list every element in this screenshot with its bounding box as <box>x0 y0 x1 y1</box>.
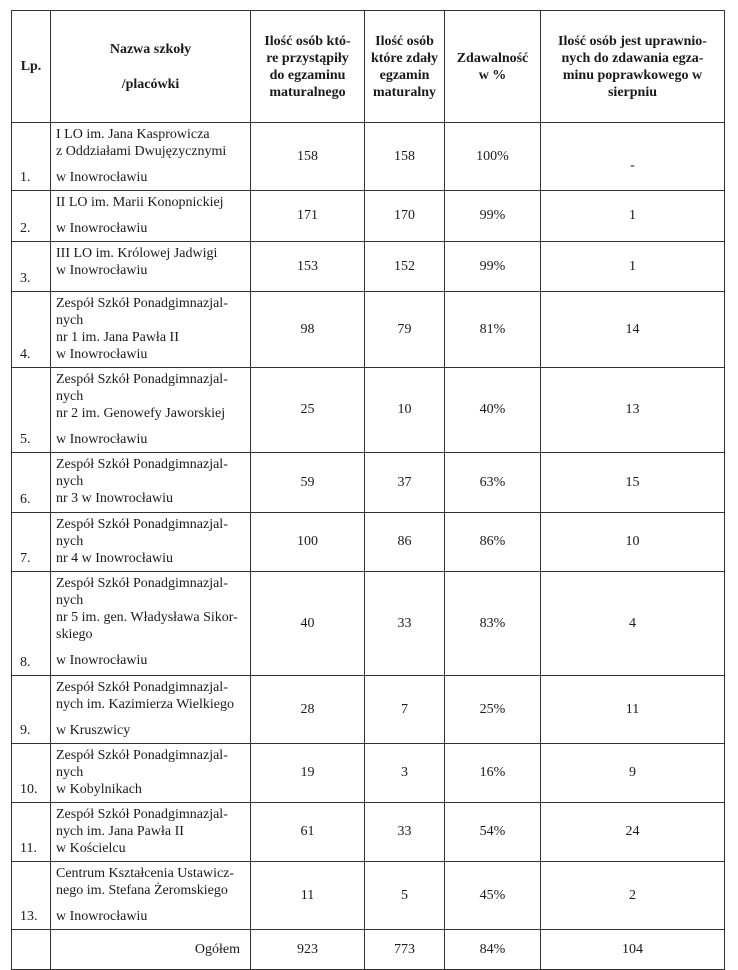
row-lp-cell <box>12 368 51 453</box>
row-lp-cell <box>12 676 51 744</box>
table-row <box>12 191 725 242</box>
results-table <box>11 10 725 970</box>
table-row <box>12 513 725 572</box>
row-pass-rate: 54% <box>445 803 541 862</box>
row-passed: 158 <box>365 123 445 191</box>
table-row <box>12 862 725 930</box>
row-passed: 33 <box>365 803 445 862</box>
row-took: 171 <box>251 191 365 242</box>
row-lp: 1. <box>20 170 31 185</box>
row-lp: 4. <box>20 347 31 362</box>
row-retake: 4 <box>541 572 725 676</box>
total-passed: 773 <box>365 930 445 970</box>
row-took: 25 <box>251 368 365 453</box>
row-lp: 6. <box>20 492 31 507</box>
row-passed: 3 <box>365 744 445 803</box>
table-row <box>12 744 725 803</box>
row-retake: 14 <box>541 292 725 368</box>
row-retake: 9 <box>541 744 725 803</box>
row-took: 19 <box>251 744 365 803</box>
row-lp-cell <box>12 803 51 862</box>
table-row <box>12 242 725 292</box>
row-took: 158 <box>251 123 365 191</box>
school-name-line: nych im. Jana Pawła II <box>56 824 184 839</box>
row-took: 40 <box>251 572 365 676</box>
row-school-name <box>51 513 251 572</box>
row-school-name <box>51 744 251 803</box>
school-name-line: w Inowrocławiu <box>56 170 148 185</box>
header-took <box>251 11 365 123</box>
header-retake-line: minu poprawkowego w <box>562 67 703 83</box>
row-passed: 7 <box>365 676 445 744</box>
row-passed: 152 <box>365 242 445 292</box>
school-name-line: nr 2 im. Genowefy Jaworskiej <box>56 406 226 421</box>
school-name-line: nych <box>56 534 84 549</box>
row-lp: 2. <box>20 221 31 236</box>
table-row <box>12 572 725 676</box>
school-name-line: nych im. Kazimierza Wielkiego <box>56 697 235 712</box>
row-retake: 2 <box>541 862 725 930</box>
row-took: 28 <box>251 676 365 744</box>
school-name-line <box>56 422 246 431</box>
row-school-name <box>51 803 251 862</box>
school-name-line: Zespół Szkół Ponadgimnazjal- <box>56 372 228 387</box>
header-took-line: re przystąpiły <box>266 50 349 66</box>
row-lp: 9. <box>20 723 31 738</box>
row-retake: 1 <box>541 191 725 242</box>
row-passed: 5 <box>365 862 445 930</box>
row-lp-cell <box>12 513 51 572</box>
row-took: 100 <box>251 513 365 572</box>
row-lp: 3. <box>20 271 31 286</box>
row-school-name <box>51 676 251 744</box>
header-pass-rate-line: Zdawalność <box>456 50 529 66</box>
school-name-line <box>56 713 246 722</box>
school-name-line: Zespół Szkół Ponadgimnazjal- <box>56 680 228 695</box>
row-pass-rate: 40% <box>445 368 541 453</box>
total-retake: 104 <box>541 930 725 970</box>
retake-dash: - <box>630 157 635 173</box>
table-row <box>12 453 725 513</box>
school-name-line: skiego <box>56 627 93 642</box>
school-name-line: w Inowrocławiu <box>56 653 148 668</box>
row-school-name <box>51 123 251 191</box>
school-name-line: w Inowrocławiu <box>56 909 148 924</box>
school-name-line: w Kobylnikach <box>56 782 142 797</box>
row-lp: 5. <box>20 432 31 447</box>
school-name-line: Zespół Szkół Ponadgimnazjal- <box>56 576 228 591</box>
table-body <box>12 123 725 930</box>
row-school-name <box>51 242 251 292</box>
row-school-name <box>51 453 251 513</box>
row-retake: 13 <box>541 368 725 453</box>
header-name <box>51 11 251 123</box>
header-passed-line: które zdały <box>370 50 438 66</box>
row-took: 98 <box>251 292 365 368</box>
school-name-line: Zespół Szkół Ponadgimnazjal- <box>56 807 228 822</box>
row-school-name <box>51 572 251 676</box>
row-retake: 10 <box>541 513 725 572</box>
school-name-line: Centrum Kształcenia Ustawicz- <box>56 866 235 881</box>
total-row <box>12 930 725 970</box>
row-passed: 79 <box>365 292 445 368</box>
header-retake-line: nych do zdawania egza- <box>561 50 704 66</box>
row-passed: 10 <box>365 368 445 453</box>
row-took: 11 <box>251 862 365 930</box>
row-lp: 8. <box>20 655 31 670</box>
header-passed-line: egzamin <box>379 67 430 83</box>
row-lp-cell <box>12 572 51 676</box>
row-pass-rate: 83% <box>445 572 541 676</box>
school-name-line: nr 4 w Inowrocławiu <box>56 551 174 566</box>
row-retake: 24 <box>541 803 725 862</box>
school-name-line: w Inowrocławiu <box>56 221 148 236</box>
row-passed: 37 <box>365 453 445 513</box>
header-passed-line: maturalny <box>373 84 436 100</box>
table-row <box>12 123 725 191</box>
school-name-line: z Oddziałami Dwujęzycznymi <box>56 144 227 159</box>
school-name-line: nego im. Stefana Żeromskiego <box>56 883 228 898</box>
row-lp: 13. <box>20 909 38 924</box>
table-row <box>12 368 725 453</box>
row-lp-cell <box>12 453 51 513</box>
row-pass-rate: 63% <box>445 453 541 513</box>
school-name-line: II LO im. Marii Konopnickiej <box>56 195 224 210</box>
school-name-line: nych <box>56 389 84 404</box>
school-name-line: w Inowrocławiu <box>56 263 148 278</box>
row-retake: 1 <box>541 242 725 292</box>
header-name-line-1: Nazwa szkoły <box>109 41 192 57</box>
row-school-name <box>51 292 251 368</box>
school-name-line: Zespół Szkół Ponadgimnazjal- <box>56 296 228 311</box>
school-name-line <box>56 160 246 169</box>
school-name-line: w Kościelcu <box>56 841 126 856</box>
school-name-line: w Inowrocławiu <box>56 347 148 362</box>
school-name-line: Zespół Szkół Ponadgimnazjal- <box>56 517 228 532</box>
row-school-name <box>51 191 251 242</box>
row-pass-rate: 81% <box>445 292 541 368</box>
row-took: 61 <box>251 803 365 862</box>
total-rate: 84% <box>445 930 541 970</box>
header-retake-line: sierpniu <box>607 84 657 100</box>
row-lp: 11. <box>20 841 37 856</box>
row-retake: 15 <box>541 453 725 513</box>
row-lp-cell <box>12 862 51 930</box>
total-label: Ogółem <box>51 930 251 970</box>
school-name-line <box>56 899 246 908</box>
table-row <box>12 292 725 368</box>
row-lp-cell <box>12 292 51 368</box>
total-took: 923 <box>251 930 365 970</box>
school-name-line: nych <box>56 474 84 489</box>
row-pass-rate: 100% <box>445 123 541 191</box>
row-retake: 11 <box>541 676 725 744</box>
header-took-line: Ilość osób któ- <box>264 33 351 49</box>
header-lp: Lp. <box>12 11 51 123</box>
school-name-line: nr 1 im. Jana Pawła II <box>56 330 179 345</box>
row-lp: 7. <box>20 551 31 566</box>
row-pass-rate: 86% <box>445 513 541 572</box>
school-name-line: nych <box>56 593 84 608</box>
header-passed-line: Ilość osób <box>375 33 434 49</box>
school-name-line: nych <box>56 313 84 328</box>
row-pass-rate: 25% <box>445 676 541 744</box>
row-passed: 33 <box>365 572 445 676</box>
header-name-line-2: /placówki <box>121 76 180 92</box>
school-name-line: w Kruszwicy <box>56 723 131 738</box>
school-name-line: I LO im. Jana Kasprowicza <box>56 127 210 142</box>
header-retake <box>541 11 725 123</box>
school-name-line <box>56 211 246 220</box>
header-passed <box>365 11 445 123</box>
school-name-line: nr 3 w Inowrocławiu <box>56 491 174 506</box>
school-name-line <box>56 643 246 652</box>
total-lp-cell <box>12 930 51 970</box>
header-retake-line: Ilość osób jest uprawnio- <box>558 33 707 49</box>
row-pass-rate: 99% <box>445 242 541 292</box>
row-lp-cell <box>12 242 51 292</box>
school-name-line: nych <box>56 765 84 780</box>
school-name-line: nr 5 im. gen. Władysława Sikor- <box>56 610 238 625</box>
school-name-line: w Inowrocławiu <box>56 432 148 447</box>
header-took-line: do egzaminu <box>269 67 346 83</box>
header-took-line: maturalnego <box>269 84 346 100</box>
row-lp-cell <box>12 744 51 803</box>
row-took: 59 <box>251 453 365 513</box>
table-row <box>12 676 725 744</box>
row-pass-rate: 16% <box>445 744 541 803</box>
row-pass-rate: 99% <box>445 191 541 242</box>
row-lp: 10. <box>20 782 38 797</box>
row-passed: 86 <box>365 513 445 572</box>
school-name-line: Zespół Szkół Ponadgimnazjal- <box>56 748 228 763</box>
header-pass-rate-line: w % <box>478 67 507 83</box>
school-name-line: III LO im. Królowej Jadwigi <box>56 246 218 261</box>
row-lp-cell <box>12 191 51 242</box>
row-pass-rate: 45% <box>445 862 541 930</box>
row-school-name <box>51 368 251 453</box>
row-lp-cell <box>12 123 51 191</box>
row-school-name <box>51 862 251 930</box>
table-row <box>12 803 725 862</box>
row-took: 153 <box>251 242 365 292</box>
header-row <box>12 11 725 123</box>
school-name-line: Zespół Szkół Ponadgimnazjal- <box>56 457 228 472</box>
row-retake <box>541 123 725 191</box>
row-passed: 170 <box>365 191 445 242</box>
header-pass-rate <box>445 11 541 123</box>
